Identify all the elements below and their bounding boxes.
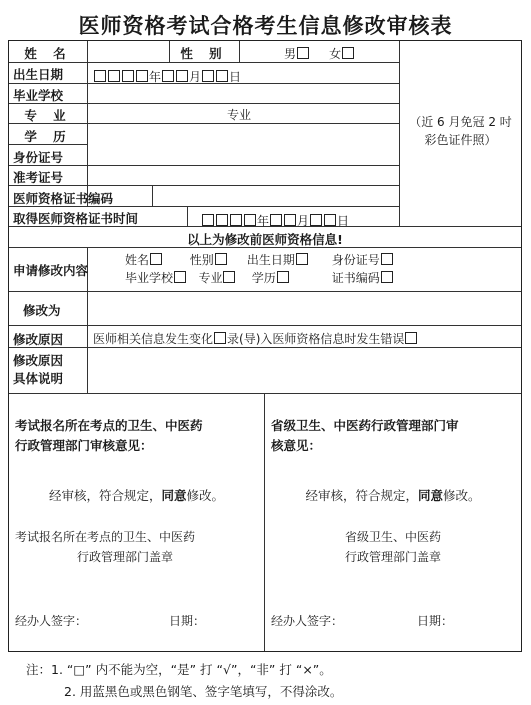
opt-edu-checkbox[interactable] — [277, 271, 289, 283]
reason-detail-field[interactable] — [88, 348, 520, 393]
right-signer-label: 经办人签字： — [271, 614, 344, 628]
reason-error-checkbox[interactable] — [405, 332, 417, 344]
reason-label: 修改原因 — [13, 332, 64, 347]
right-review-verdict: 经审核，符合规定，同意修改。 — [305, 488, 481, 503]
left-date-label: 日期： — [169, 614, 206, 628]
left-review-verdict: 经审核，符合规定，同意修改。 — [48, 488, 225, 503]
gender-male-label: 男 — [284, 47, 297, 61]
gender-options — [284, 45, 355, 62]
left-review-seal-caption: 考试报名所在考点的卫生、中医药 行政管理部门盖章 — [15, 530, 196, 564]
school-field[interactable] — [88, 84, 398, 103]
exam-no-label: 准考证号 — [13, 170, 64, 185]
note-line-1: 注：1. “□” 内不能为空，“是” 打 “√”，“非” 打 “×”。 — [26, 662, 332, 677]
gender-male-checkbox[interactable] — [297, 47, 309, 59]
note-line-2: 2. 用蓝黑色或黑色钢笔、签字笔填写，不得涂改。 — [64, 684, 343, 699]
grid-line — [187, 206, 188, 226]
name-label: 姓 名 — [24, 46, 72, 61]
cert-no-field[interactable] — [153, 186, 398, 206]
id-label: 身份证号 — [13, 150, 64, 165]
cert-time-field[interactable]: 年 月 日 — [201, 210, 349, 229]
right-review-section — [265, 394, 521, 651]
id-field[interactable] — [88, 145, 398, 165]
birth-label: 出生日期 — [13, 67, 64, 82]
opt-birth-checkbox[interactable] — [296, 253, 308, 265]
photo-note-line1: （近 6 月免冠 2 吋 — [409, 115, 512, 129]
apply-label: 申请修改内容 — [13, 263, 89, 278]
cert-no-label: 医师资格证书编码 — [13, 191, 114, 206]
cert-time-label: 取得医师资格证书时间 — [13, 211, 139, 226]
grid-line — [9, 103, 399, 104]
gender-female-checkbox[interactable] — [342, 47, 354, 59]
school-label: 毕业学校 — [13, 88, 64, 103]
education-label: 学 历 — [24, 129, 72, 144]
left-signer-label: 经办人签字： — [15, 614, 88, 628]
major-label: 专 业 — [24, 108, 72, 123]
pre-modification-banner: 以上为修改前医师资格信息! — [187, 232, 343, 247]
photo-note-line2: 彩色证件照） — [424, 133, 497, 147]
name-field[interactable] — [88, 41, 168, 62]
opt-major-checkbox[interactable] — [223, 271, 235, 283]
exam-no-field[interactable] — [88, 166, 398, 185]
photo-placeholder[interactable] — [400, 113, 521, 149]
reason-change-checkbox[interactable] — [214, 332, 226, 344]
opt-name-checkbox[interactable] — [150, 253, 162, 265]
grid-line — [9, 62, 399, 63]
right-review-heading: 省级卫生、中医药行政管理部门审 核意见： — [271, 418, 459, 453]
modify-to-label: 修改为 — [23, 303, 61, 318]
gender-label: 性 别 — [180, 46, 228, 61]
form-table — [8, 40, 522, 652]
opt-gender-checkbox[interactable] — [215, 253, 227, 265]
opt-school-checkbox[interactable] — [174, 271, 186, 283]
opt-id-checkbox[interactable] — [381, 253, 393, 265]
form-title: 医师资格考试合格考生信息修改审核表 — [78, 14, 453, 38]
grid-line — [239, 41, 240, 62]
left-review-section — [9, 394, 264, 651]
birth-date-field[interactable]: 年 月 日 — [93, 66, 241, 85]
opt-cert-checkbox[interactable] — [381, 271, 393, 283]
reason-options: 医师相关信息发生变化 录(导)入医师资格信息时发生错误 — [93, 330, 418, 347]
apply-options: 姓名 性别 出生日期 身份证号 毕业学校 专业 学历 证书编码 — [125, 251, 394, 287]
right-date-label: 日期： — [417, 614, 454, 628]
grid-line — [9, 325, 521, 326]
modify-to-field[interactable] — [88, 292, 520, 325]
gender-female-label: 女 — [329, 47, 342, 61]
reason-detail-label: 修改原因 具体说明 — [13, 353, 64, 386]
left-review-heading: 考试报名所在考点的卫生、中医药 行政管理部门审核意见： — [15, 418, 203, 453]
major-inline-label: 专业 — [227, 108, 252, 122]
right-review-seal-caption: 省级卫生、中医药 行政管理部门盖章 — [344, 530, 441, 564]
